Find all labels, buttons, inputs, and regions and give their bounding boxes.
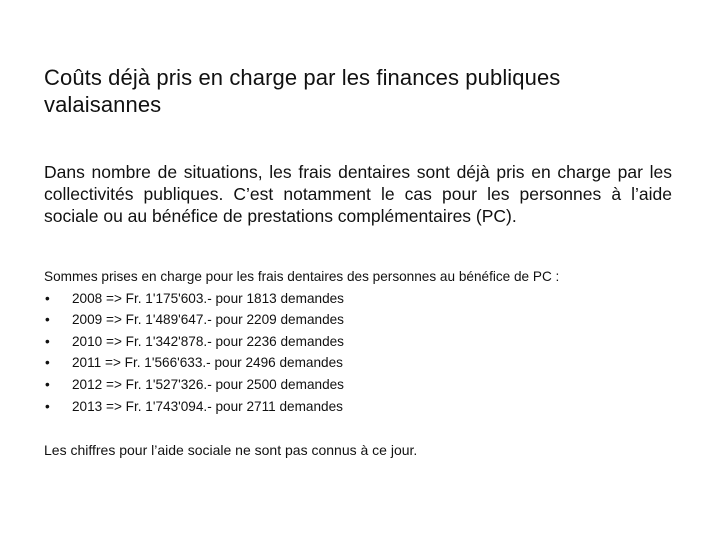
stats-list <box>44 288 684 418</box>
footnote: Les chiffres pour l’aide sociale ne sont pas connus à ce jour. <box>44 442 418 458</box>
bullet-icon: • <box>45 333 50 349</box>
stats-item-text: 2011 => Fr. 1'566'633.- pour 2496 demandes <box>72 355 343 371</box>
stats-section <box>44 266 684 417</box>
list-item <box>44 331 684 353</box>
bullet-icon: • <box>45 355 50 371</box>
bullet-icon: • <box>45 312 50 328</box>
bullet-icon: • <box>45 376 50 392</box>
slide <box>44 0 672 540</box>
intro-paragraph: Dans nombre de situations, les frais dentaires sont déjà pris en charge par les collectivités publiques. C’est notamment le cas pour les personnes à l’aide sociale ou au bénéfice de prestations complémentaires (PC). <box>44 162 672 226</box>
stats-item-text: 2012 => Fr. 1'527'326.- pour 2500 demandes <box>72 376 344 392</box>
stats-item-text: 2013 => Fr. 1'743'094.- pour 2711 demandes <box>72 398 343 414</box>
bullet-icon: • <box>45 398 50 414</box>
list-item <box>44 309 684 331</box>
list-item <box>44 396 684 418</box>
list-item <box>44 288 684 310</box>
slide-title: Coûts déjà pris en charge par les finances publiques valaisannes <box>44 65 561 117</box>
bullet-icon: • <box>45 290 50 306</box>
stats-item-text: 2009 => Fr. 1'489'647.- pour 2209 demandes <box>72 312 344 328</box>
list-item <box>44 352 684 374</box>
stats-item-text: 2010 => Fr. 1'342'878.- pour 2236 demandes <box>72 333 344 349</box>
stats-item-text: 2008 => Fr. 1'175'603.- pour 1813 demandes <box>72 290 344 306</box>
stats-intro: Sommes prises en charge pour les frais dentaires des personnes au bénéfice de PC : <box>44 269 560 284</box>
list-item <box>44 374 684 396</box>
